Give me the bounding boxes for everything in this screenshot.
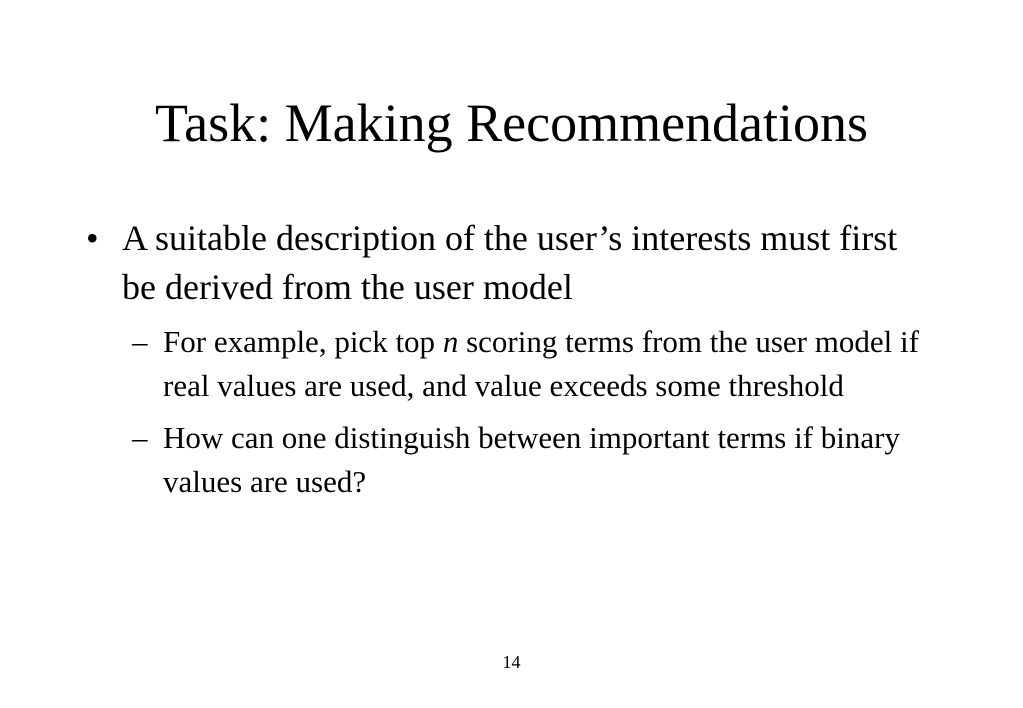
sub-bullet-marker: –: [132, 324, 148, 359]
italic-variable: n: [442, 324, 459, 359]
slide-title: Task: Making Recommendations: [154, 93, 869, 153]
sub-bullet-item: [132, 320, 946, 408]
sub-bullet-text-before: For example, pick top: [163, 324, 443, 359]
page-number: 14: [502, 652, 521, 672]
bullet-item: [86, 214, 946, 312]
sub-bullet-text: [163, 320, 946, 408]
sub-bullet-item: [132, 416, 946, 504]
sub-bullet-marker: –: [132, 420, 148, 455]
sub-bullet-list: [132, 320, 946, 504]
bullet-list: [86, 214, 946, 512]
sub-bullet-text: How can one distinguish between important terms if binary values are used?: [163, 420, 900, 499]
bullet-text: A suitable description of the user’s interests must first be derived from the user model: [122, 218, 898, 307]
bullet-marker: •: [86, 218, 99, 258]
sub-bullet-text-after: scoring terms from the user model if real values are used, and value exceeds some threshold: [163, 324, 919, 403]
